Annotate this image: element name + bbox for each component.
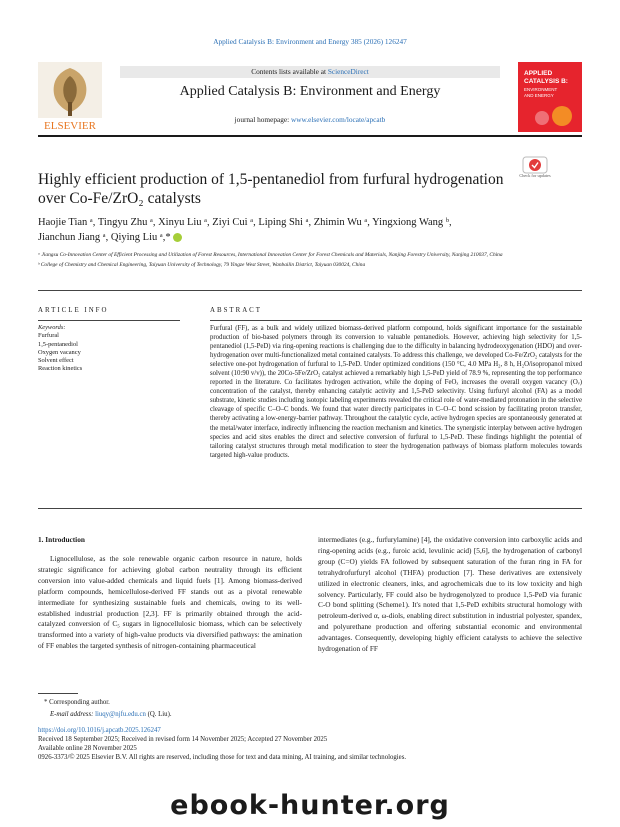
- check-for-updates-icon[interactable]: [522, 156, 548, 184]
- authors-line-2: [38, 230, 582, 245]
- cover-line-2: CATALYSIS B:: [524, 78, 568, 85]
- introduction-heading: 1. Introduction: [38, 535, 85, 544]
- journal-cover-image: [518, 62, 582, 132]
- publication-details: [38, 726, 582, 762]
- keyword-item: Reaction kinetics: [38, 365, 83, 373]
- abstract-heading: ABSTRACT: [210, 307, 262, 314]
- authors-line-2-text: Jianchun Jiang ᵃ, Qiying Liu ᵃ,*: [38, 232, 171, 243]
- copyright: 0926-3373/© 2025 Elsevier B.V. All rights are reserved, including those for text and data mining, AI training, and similar technologies.: [38, 754, 407, 761]
- email-label: E-mail address:: [50, 710, 96, 718]
- footnote-rule: [38, 693, 78, 694]
- elsevier-wordmark: ELSEVIER: [44, 120, 96, 132]
- email-link[interactable]: liuqy@njfu.edu.cn: [95, 710, 146, 718]
- authors-line-1: Haojie Tian ᵃ, Tingyu Zhu ᵃ, Xinyu Liu ᵃ, Ziyi Cui ᵃ, Liping Shi ᵃ, Zhimin Wu ᵃ, Yingxiong Wang ᵇ,: [38, 217, 452, 228]
- header-rule: [38, 135, 582, 137]
- keywords-block: [38, 324, 180, 374]
- affiliation-rule: [38, 290, 582, 291]
- abstract-bottom-rule: [38, 508, 582, 509]
- homepage-link[interactable]: www.elsevier.com/locate/apcatb: [290, 115, 386, 124]
- cover-line-4: AND ENERGY: [524, 93, 554, 98]
- article-title: Highly efficient production of 1,5-pentanediol from furfural hydrogenation over Co-Fe/ZrO₂ catalysts: [38, 171, 504, 207]
- journal-reference-link[interactable]: Applied Catalysis B: Environment and Energy 385 (2026) 126247: [213, 37, 407, 46]
- keyword-item: Furfural: [38, 332, 59, 340]
- abstract-rule: [210, 320, 582, 321]
- corresponding-author-note: * Corresponding author.: [44, 699, 110, 706]
- keyword-item: Solvent effect: [38, 357, 74, 365]
- cover-line-1: APPLIED: [524, 70, 553, 77]
- introduction-right-column: intermediates (e.g., furfurylamine) [4], the oxidative conversion into carboxylic acids and ring-opening acids (e.g., furoic acid, levulinic acid) [5,6], the hydrogenation of carbonyl group (C=O) yields FA followed by subsequent saturation of the furan ring in FA for tetrahydrofurfuryl alcohol (THFA) production [7]. These derivatives are extensively utilized in electronic cleaners, inks, and agrochemicals due to its low toxicity and high solvency. Particularly, FF could also be hydrogenolyzed to produce 1,5-PeD via furanic C-O bond splitting (Scheme1). It's noted that 1,5-PeD exhibits structural homology with petroleum-derived α, ω-diols, enabling direct substitution in industrial polyester, spandex, and polyurethane production and offering substantial economic and environmental advantages. Consequently, developing highly efficient catalysts to achieve the selective hydrogenation of FF: [318, 535, 582, 654]
- orcid-icon[interactable]: [173, 233, 182, 242]
- affiliation-a: ᵃ Jiangsu Co-Innovation Center of Efficient Processing and Utilization of Forest Resources, International Innovation Center for Forest Chemicals and Materials, Nanjing Forestry University, Nanjing 210037, China: [38, 252, 503, 258]
- check-for-updates-label[interactable]: Check for updates: [519, 173, 551, 178]
- email-line: [38, 709, 338, 721]
- email-suffix: (Q. Liu).: [145, 710, 172, 718]
- footnote: [38, 697, 338, 720]
- received-dates: Received 18 September 2025; Received in revised form 14 November 2025; Accepted 27 November 2025: [38, 736, 328, 743]
- author-list: [38, 215, 582, 245]
- elsevier-logo: [38, 62, 102, 132]
- contents-prefix: Contents lists available at: [251, 67, 328, 76]
- contents-line: [120, 66, 500, 78]
- homepage-line: [120, 115, 500, 124]
- affiliation-b: ᵇ College of Chemistry and Chemical Engineering, Taiyuan University of Technology, 79 Yingze West Street, Wanbailin District, Taiyuan 030024, China: [38, 261, 366, 268]
- doi-link[interactable]: https://doi.org/10.1016/j.apcatb.2025.126247: [38, 727, 161, 734]
- keywords-label: Keywords:: [38, 324, 66, 331]
- journal-title: Applied Catalysis B: Environment and Energy: [179, 84, 441, 99]
- homepage-prefix: journal homepage:: [234, 115, 291, 124]
- keyword-item: Oxygen vacancy: [38, 348, 81, 356]
- keyword-item: 1,5-pentanediol: [38, 340, 78, 348]
- article-info-rule: [38, 320, 180, 321]
- available-online: Available online 28 November 2025: [38, 745, 137, 752]
- abstract-text: Furfural (FF), as a bulk and widely utilized biomass-derived platform compound, holds significant importance for the sustainable production of bio-based polymers through its conversion to valuable pentanediols. However, achieving high selectivity for 1,5-pentanediol (1,5-PeD) via ring-opening reactions is challenging due to the difficulty in balancing hydrodeoxygenation (HDO) and over-hydrogenation over multi-functionalized metal contained catalysts. To address this challenge, we developed Co-Fe/ZrO₂ catalysts for the selective one-pot hydrogenation of furfural to 1,5-PeD. Under optimized conditions (150 °C, 4.0 MPa H₂, 8 h, H₂O/isopropanol mixed solvent (10:90 v/v)), the 20Co-5Fe/ZrO₂ catalyst achieved a remarkably high 1,5-PeD yield of 78.9 %, representing the top performance reported in the literature. Co facilitates hydrogen activation, while the doping of FeOₓ increases the overall oxygen vacancy (Oᵥ) concentration of the catalyst, thereby enhancing catalytic activity and 1,5-PeD selectivity. Using furfuryl alcohol (FA) as a model substrate, kinetic studies including isotopic labeling experiments revealed the critical role of water-mediated protonation in the selective cleavage of specific C–O–C bonds. We found that water directly participates in C–O–C bond scission by facilitating proton transfer, thereby activating a low-energy-barrier pathway. Throughout the catalytic cycle, active hydrogen species are spontaneously generated at the metal/water interface, indirectly influencing the reaction mechanism and kinetics. The synergistic interplay between active hydrogen species and acid sites enables the direct and selective conversion of furfural to 1,5-PeD. These findings highlight the potential of tailoring catalyst structures through metal modification to steer the hydrogenation pathways of biomass platform molecules towards targeted high-value products.: [210, 325, 582, 459]
- affiliations: [38, 252, 582, 271]
- cover-line-3: ENVIRONMENT: [524, 87, 558, 92]
- sciencedirect-link[interactable]: ScienceDirect: [327, 67, 369, 76]
- introduction-left-column: Lignocellulose, as the sole renewable organic carbon resource in nature, holds strategic significance for achieving global carbon neutrality through its efficient conversion into value-added chemicals and liquid fuels [1]. Among biomass-derived platform compounds, hemicellulose-derived FF stands out as a pivotal renewable intermediate for synthesizing sustainable fuels and chemicals, owing to its well-established industrial production [2,3]. FF is primarily obtained through the acid-catalyzed conversion of C₅ sugars in lignocellulosic biomass, which can be selectively transformed into a variety of high-value products via diversified pathways: the amination of FF enables the targeted synthesis of nitrogen-containing pharmaceutical: [38, 554, 302, 651]
- watermark-text: ebook-hunter.org: [170, 790, 450, 821]
- article-info-heading: ARTICLE INFO: [38, 307, 109, 314]
